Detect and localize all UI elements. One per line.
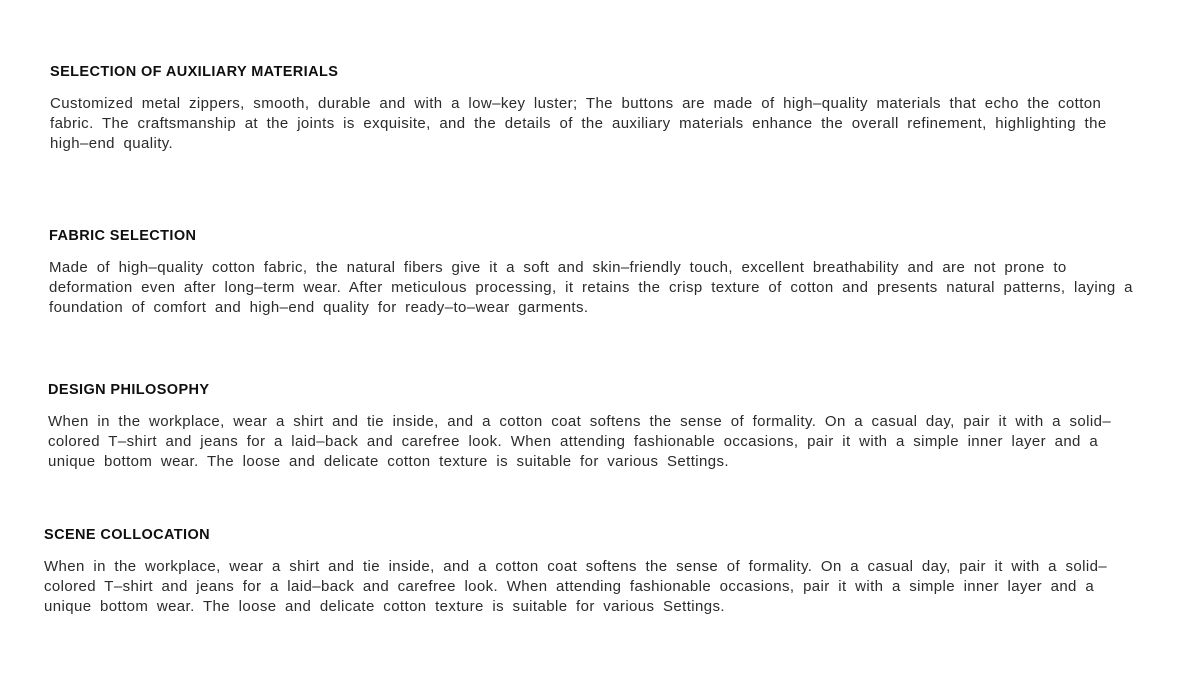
section-body-fabric-selection: Made of high–quality cotton fabric, the natural fibers give it a soft and skin–friendly touch, excellent breathability and are not prone to deformation even after long–term wear. After meticulous processing, it retains the crisp texture of cotton and presents natural patterns, laying a foundation of comfort and high–end quality for ready–to–wear garments. [49,259,1133,316]
section-body-design-philosophy: When in the workplace, wear a shirt and tie inside, and a cotton coat softens the sense of formality. On a casual day, pair it with a solid–colored T–shirt and jeans for a laid–back and carefree look. When attending fashionable occasions, pair it with a simple inner layer and a unique bottom wear. The loose and delicate cotton texture is suitable for various Settings. [48,413,1112,470]
section-heading-fabric-selection: FABRIC SELECTION [49,228,197,244]
section-fabric-selection [49,229,1150,318]
section-body-auxiliary-materials: Customized metal zippers, smooth, durable and with a low–key luster; The buttons are made of high–quality materials that echo the cotton fabric. The craftsmanship at the joints is exquisite, and the details of the auxiliary materials enhance the overall refinement, highlighting the high–end quality. [50,95,1107,152]
section-heading-design-philosophy: DESIGN PHILOSOPHY [48,382,210,398]
section-heading-auxiliary-materials: SELECTION OF AUXILIARY MATERIALS [50,64,339,80]
section-body-scene-collocation: When in the workplace, wear a shirt and tie inside, and a cotton coat softens the sense of formality. On a casual day, pair it with a solid–colored T–shirt and jeans for a laid–back and carefree look. When attending fashionable occasions, pair it with a simple inner layer and a unique bottom wear. The loose and delicate cotton texture is suitable for various Settings. [44,558,1108,615]
section-design-philosophy [48,383,1150,472]
section-scene-collocation [44,528,1150,617]
section-heading-scene-collocation: SCENE COLLOCATION [44,527,211,543]
section-auxiliary-materials [50,65,1150,154]
